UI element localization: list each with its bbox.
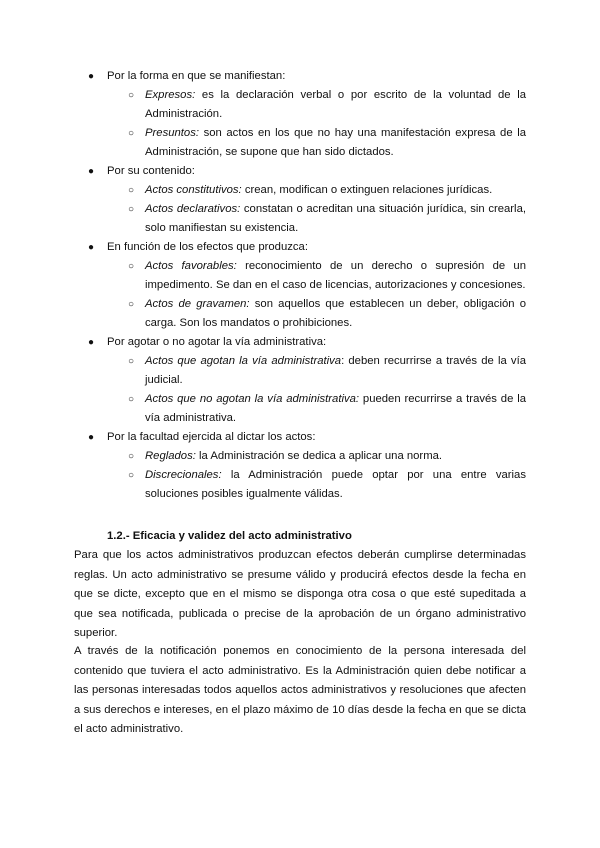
circle-bullet-icon: ○: [128, 470, 135, 481]
item-text: son aquellos que establecen un deber, obligación o carga. Son los mandatos o prohibiciones.: [145, 298, 526, 329]
sub-list-item: [0, 200, 600, 238]
circle-bullet-icon: ○: [128, 204, 135, 215]
item-text: crean, modifican o extinguen relaciones jurídicas.: [241, 184, 493, 196]
item-term: Actos que agotan la vía administrativa: [145, 355, 342, 367]
sub-list-item: [0, 181, 600, 200]
item-text: : deben recurrirse a través de la vía judicial.: [145, 355, 526, 386]
sub-list-item: [0, 124, 600, 162]
item-term: Actos declarativos:: [145, 203, 241, 215]
item-term: Expresos:: [145, 89, 196, 101]
sub-list-item: [0, 390, 600, 428]
body-paragraph: A través de la notificación ponemos en conocimiento de la persona interesada del contenido que tuviera el acto administrativo. Es la Administración quien debe notificar a las personas interesadas todos aquellos actos administrativos y resoluciones que afecten a sus derechos e intereses, en el plazo máximo de 10 días desde la fecha en que se dicta el acto administrativo.: [74, 645, 526, 735]
item-text: es la declaración verbal o por escrito de la voluntad de la Administración.: [145, 89, 526, 120]
item-term: Actos de gravamen:: [145, 298, 250, 310]
sub-list-item: [0, 86, 600, 124]
item-text: son actos en los que no hay una manifestación expresa de la Administración, se supone que han sido dictados.: [145, 127, 526, 158]
body-paragraph: Para que los actos administrativos produzcan efectos deberán cumplirse determinadas reglas. Un acto administrativo se presume válido y producirá efectos desde la fecha en que se dicte, excepto que en el mismo se disponga otra cosa o que esté supeditada a que sea notificada, publicada o precise de la aprobación de un órgano administrativo superior.: [74, 549, 526, 639]
item-text: pueden recurrirse a través de la vía administrativa.: [145, 393, 527, 424]
bullet-icon: ●: [88, 71, 95, 82]
bullet-icon: ●: [88, 337, 95, 348]
item-text: la Administración se dedica a aplicar una norma.: [195, 450, 443, 462]
bullet-icon: ●: [88, 166, 95, 177]
sub-list-item: [0, 295, 600, 333]
section-label: Por su contenido:: [107, 165, 195, 177]
item-text: reconocimiento de un derecho o supresión de un impedimento. Se dan en el caso de licencias, autorizaciones y concesiones.: [145, 260, 526, 291]
item-text: la Administración puede optar por una entre varias soluciones posibles igualmente válidas.: [145, 469, 526, 500]
item-term: Reglados:: [145, 450, 196, 462]
item-term: Discrecionales:: [145, 469, 222, 481]
item-term: Presuntos:: [145, 127, 200, 139]
circle-bullet-icon: ○: [128, 451, 135, 462]
section-label: Por la forma en que se manifiestan:: [107, 70, 286, 82]
circle-bullet-icon: ○: [128, 185, 135, 196]
item-text: constatan o acreditan una situación jurídica, sin crearla, solo manifiestan su existencia.: [145, 203, 526, 234]
circle-bullet-icon: ○: [128, 261, 135, 272]
circle-bullet-icon: ○: [128, 356, 135, 367]
section-heading: 1.2.- Eficacia y validez del acto administrativo: [107, 530, 352, 542]
bullet-icon: ●: [88, 242, 95, 253]
item-term: Actos favorables:: [145, 260, 237, 272]
item-term: Actos que no agotan la vía administrativa:: [145, 393, 360, 405]
sub-list-item: [0, 466, 600, 504]
section-label: En función de los efectos que produzca:: [107, 241, 308, 253]
list-item: [0, 67, 600, 86]
circle-bullet-icon: ○: [128, 299, 135, 310]
circle-bullet-icon: ○: [128, 394, 135, 405]
classification-list: [0, 67, 600, 504]
list-item: [0, 238, 600, 257]
list-item: [0, 428, 600, 447]
item-term: Actos constitutivos:: [145, 184, 242, 196]
section-label: Por agotar o no agotar la vía administrativa:: [107, 336, 327, 348]
bullet-icon: ●: [88, 432, 95, 443]
list-item: [0, 162, 600, 181]
circle-bullet-icon: ○: [128, 90, 135, 101]
list-item: [0, 333, 600, 352]
sub-list-item: [0, 447, 600, 466]
sub-list-item: [0, 257, 600, 295]
circle-bullet-icon: ○: [128, 128, 135, 139]
section-label: Por la facultad ejercida al dictar los actos:: [107, 431, 316, 443]
sub-list-item: [0, 352, 600, 390]
